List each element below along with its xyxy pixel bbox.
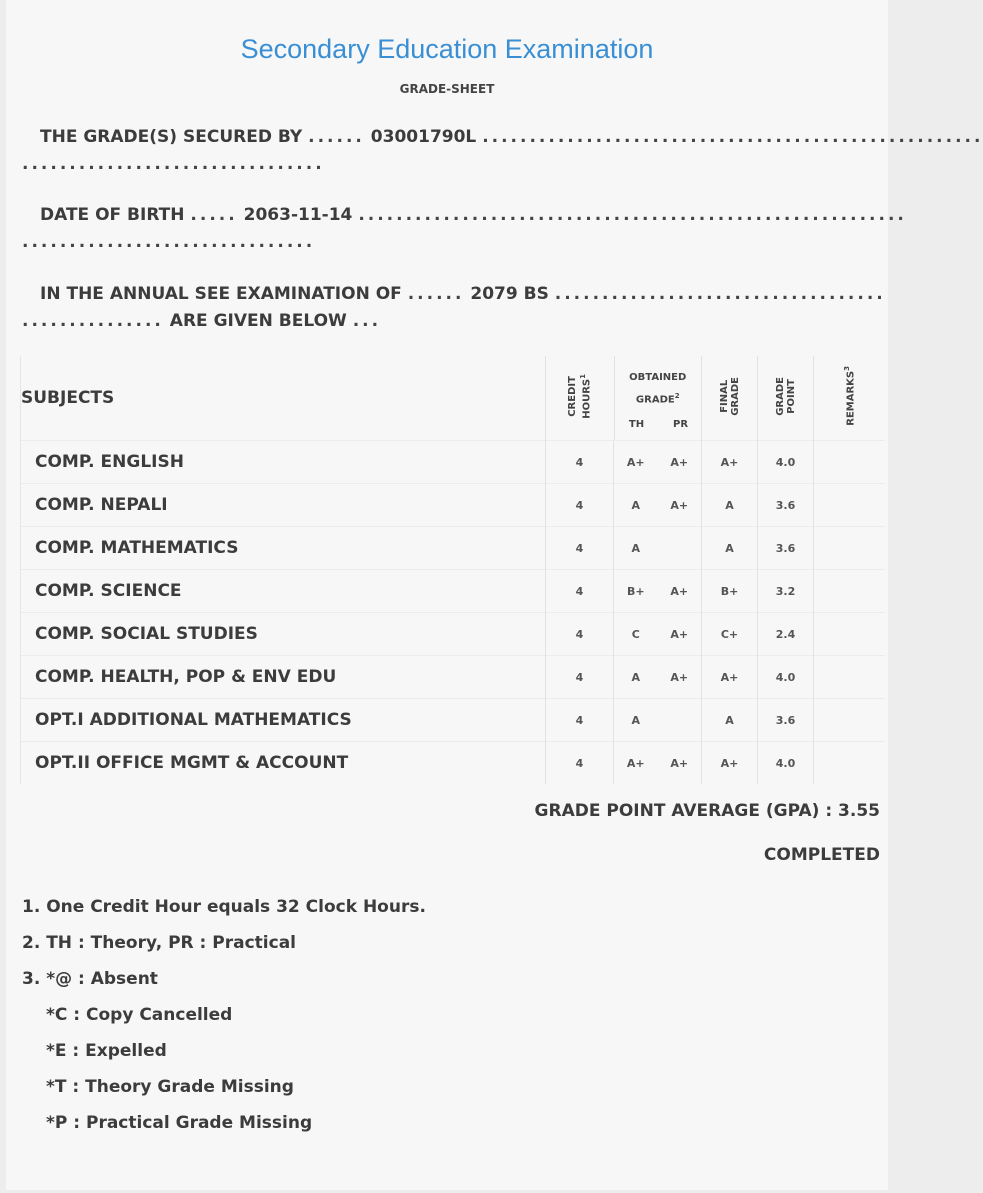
th-grade-cell: A+ — [614, 742, 658, 785]
page-title: Secondary Education Examination — [240, 34, 654, 64]
given-below-text: ARE GIVEN BELOW — [169, 311, 347, 331]
credit-cell: 4 — [546, 441, 614, 484]
final-grade-cell: A+ — [702, 441, 758, 484]
note-theory-missing: *T : Theory Grade Missing — [46, 1077, 294, 1097]
pr-grade-cell: A+ — [658, 613, 702, 656]
pr-grade-cell: A+ — [658, 484, 702, 527]
exam-value: 2079 BS — [470, 284, 549, 304]
note-expelled: *E : Expelled — [46, 1041, 167, 1061]
grade-point-cell: 3.2 — [758, 570, 814, 613]
th-grade-cell: A — [614, 484, 658, 527]
pr-grade-cell: A+ — [658, 570, 702, 613]
th-grade-cell: A — [614, 699, 658, 742]
pr-grade-cell: A+ — [658, 441, 702, 484]
page-subtitle: GRADE-SHEET — [399, 82, 495, 96]
final-grade-cell: A+ — [702, 656, 758, 699]
grade-point-cell: 4.0 — [758, 656, 814, 699]
remarks-cell — [814, 742, 885, 785]
remarks-cell — [814, 527, 885, 570]
subject-cell: COMP. HEALTH, POP & ENV EDU — [21, 656, 546, 699]
subject-cell: COMP. NEPALI — [21, 484, 546, 527]
exam-label: IN THE ANNUAL SEE EXAMINATION OF — [40, 284, 402, 304]
note-practical-missing: *P : Practical Grade Missing — [46, 1113, 313, 1133]
table-row — [21, 699, 885, 742]
exam-continuation: ............... ARE GIVEN BELOW ... — [22, 311, 382, 331]
footnotes — [22, 889, 426, 1141]
dob-continuation: ............................... — [22, 232, 316, 252]
th-grade-cell: C — [614, 613, 658, 656]
table-row — [21, 441, 885, 484]
credit-cell: 4 — [546, 527, 614, 570]
credit-cell: 4 — [546, 570, 614, 613]
grade-point-cell: 3.6 — [758, 527, 814, 570]
note-th-pr: 2. TH : Theory, PR : Practical — [22, 933, 297, 953]
th-grade-cell: B+ — [614, 570, 658, 613]
note-copy-cancelled: *C : Copy Cancelled — [46, 1005, 233, 1025]
pr-grade-cell — [658, 699, 702, 742]
remarks-cell — [814, 613, 885, 656]
table-row — [21, 656, 885, 699]
header-th: TH — [628, 419, 645, 430]
final-grade-cell: A — [702, 484, 758, 527]
grade-sheet-page — [6, 0, 983, 1190]
status-text: COMPLETED — [763, 845, 880, 865]
th-grade-cell: A — [614, 656, 658, 699]
pr-grade-cell: A+ — [658, 656, 702, 699]
table-row — [21, 484, 885, 527]
grade-point-cell: 2.4 — [758, 613, 814, 656]
table-row — [21, 570, 885, 613]
credit-cell: 4 — [546, 656, 614, 699]
header-remarks: REMARKS$^3$ — [814, 356, 885, 441]
table-row — [21, 742, 885, 785]
grade-point-cell: 3.6 — [758, 699, 814, 742]
credit-cell: 4 — [546, 613, 614, 656]
remarks-cell — [814, 484, 885, 527]
header-obtained-grade: OBTAINED GRADE$^2$ TH PR — [614, 356, 702, 441]
final-grade-cell: B+ — [702, 570, 758, 613]
remarks-cell — [814, 656, 885, 699]
th-grade-cell: A+ — [614, 441, 658, 484]
secured-by-line: THE GRADE(S) SECURED BY ...... 03001790L ..................................................... — [40, 127, 983, 147]
final-grade-cell: A — [702, 699, 758, 742]
remarks-cell — [814, 699, 885, 742]
exam-line: IN THE ANNUAL SEE EXAMINATION OF ...... 2079 BS ................................... — [40, 284, 886, 304]
grades-table — [20, 356, 885, 784]
grades-body — [21, 441, 885, 785]
header-pr: PR — [672, 419, 689, 430]
table-row — [21, 613, 885, 656]
secured-by-value: 03001790L — [370, 127, 477, 147]
dob-label: DATE OF BIRTH — [40, 205, 185, 225]
table-header-row — [21, 356, 885, 441]
final-grade-cell: A — [702, 527, 758, 570]
remarks-cell — [814, 441, 885, 484]
credit-cell: 4 — [546, 484, 614, 527]
secured-by-continuation: ................................ — [22, 154, 325, 174]
credit-cell: 4 — [546, 742, 614, 785]
th-grade-cell: A — [614, 527, 658, 570]
note-absent: 3. *@ : Absent — [22, 969, 158, 989]
subject-cell: COMP. SCIENCE — [21, 570, 546, 613]
subject-cell: COMP. MATHEMATICS — [21, 527, 546, 570]
gpa-summary: GRADE POINT AVERAGE (GPA) : 3.55 — [534, 801, 880, 821]
final-grade-cell: A+ — [702, 742, 758, 785]
table-row — [21, 527, 885, 570]
header-subjects: SUBJECTS — [21, 356, 546, 441]
remarks-cell — [814, 570, 885, 613]
pr-grade-cell: A+ — [658, 742, 702, 785]
dob-value: 2063-11-14 — [243, 205, 353, 225]
header-credit-hours: CREDIT HOURS$^1$ — [546, 356, 614, 441]
subject-cell: COMP. ENGLISH — [21, 441, 546, 484]
grade-point-cell: 4.0 — [758, 441, 814, 484]
subject-cell: OPT.I ADDITIONAL MATHEMATICS — [21, 699, 546, 742]
credit-cell: 4 — [546, 699, 614, 742]
pr-grade-cell — [658, 527, 702, 570]
secured-by-label: THE GRADE(S) SECURED BY — [40, 127, 303, 147]
dob-line: DATE OF BIRTH ..... 2063-11-14 .......................................................... — [40, 205, 907, 225]
final-grade-cell: C+ — [702, 613, 758, 656]
subject-cell: OPT.II OFFICE MGMT & ACCOUNT — [21, 742, 546, 785]
header-final-grade: FINAL GRADE — [702, 356, 758, 441]
header-grade-point: GRADE POINT — [758, 356, 814, 441]
note-credit-hour: 1. One Credit Hour equals 32 Clock Hours. — [22, 897, 426, 917]
grade-point-cell: 3.6 — [758, 484, 814, 527]
subject-cell: COMP. SOCIAL STUDIES — [21, 613, 546, 656]
grade-point-cell: 4.0 — [758, 742, 814, 785]
